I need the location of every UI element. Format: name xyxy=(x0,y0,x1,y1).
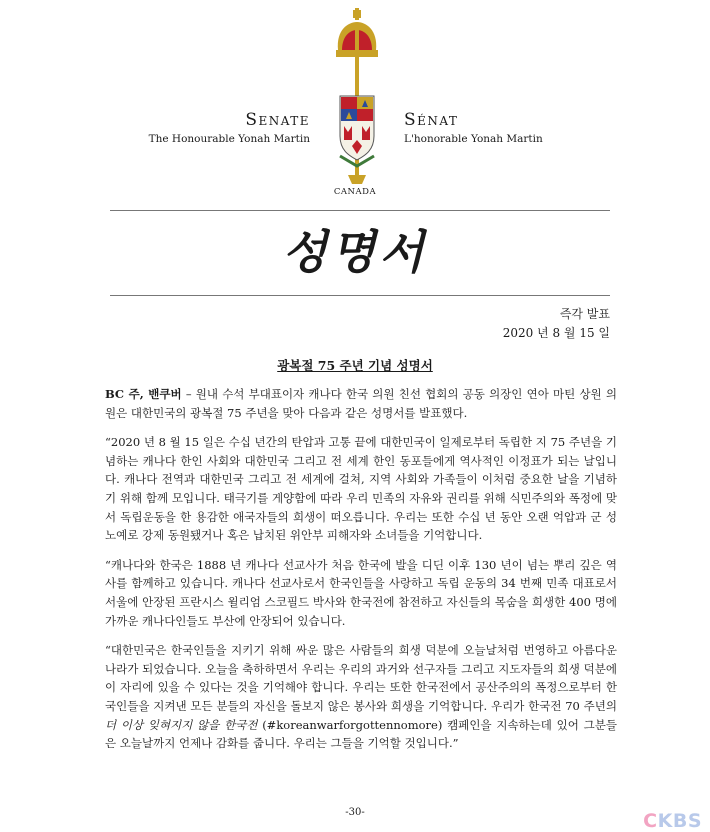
dateline: BC 주, 밴쿠버 xyxy=(105,387,182,401)
campaign-name: 더 이상 잊혀지지 않을 한국전 xyxy=(105,717,258,732)
watermark-c: C xyxy=(643,810,658,832)
paragraph-4-text-b: (#koreanwarforgottennomore) 캠페인을 지속하는데 있어 그분들은 오늘날까지 언제나 감화를 줍니다. 우리는 그들을 기억할 것입니다.” xyxy=(105,717,617,751)
senator-name-en: The Honourable Yonah Martin xyxy=(148,133,310,145)
title-divider xyxy=(110,295,610,296)
statement-body xyxy=(105,385,617,764)
country-label: CANADA xyxy=(333,187,377,197)
statement-heading: 광복절 75 주년 기념 성명서 xyxy=(277,358,433,373)
page-number: -30- xyxy=(345,807,365,818)
paragraph-1-text: – 원내 수석 부대표이자 캐나다 한국 의원 친선 협회의 공동 의장인 연아 마틴 상원 의원은 대한민국의 광복절 75 주년을 맞아 다음과 같은 성명서를 발표했다. xyxy=(105,387,617,420)
release-note: 즉각 발표 xyxy=(559,307,610,321)
senate-en-label: Senate xyxy=(245,110,310,130)
document-title: 성명서 xyxy=(282,225,428,279)
crown-icon xyxy=(336,8,378,57)
paragraph-3: “캐나다와 한국은 1888 년 캐나다 선교사가 처음 한국에 발을 디딘 이후 130 년이 넘는 뿌리 깊은 역사를 함께하고 있습니다. 캐나다 선교사로서 한국인들을 사랑하고 독립 운동의 34 번째 민족 대표로서 서울에 안장된 프란시스 윌리엄 스코필드 박사와 한국전에 참전하고 자신들의 목숨을 희생한 400 명에 가까운 캐나다인들도 부산에 안장되어 있습니다. xyxy=(105,557,617,628)
kbs-watermark-logo xyxy=(643,810,702,832)
release-date: 2020 년 8 월 15 일 xyxy=(502,326,610,340)
paragraph-1 xyxy=(105,385,617,422)
paragraph-4 xyxy=(105,641,617,753)
coat-of-arms-shield xyxy=(340,96,374,166)
senate-crest-logo xyxy=(318,6,396,196)
paragraph-2: “2020 년 8 월 15 일은 수십 년간의 탄압과 고통 끝에 대한민국이 일제로부터 독립한 지 75 주년을 기념하는 캐나다 한인 사회와 대한민국 그리고 전 세계 한인 동포들에게 역사적인 이정표가 되는 날입니다. 캐나다 전역과 대한민국 그리고 전 세계에 걸쳐, 지역 사회와 가족들이 이처럼 중요한 날을 기념하기 위해 함께 모입니다. 태극기를 게양함에 따라 우리 민족의 자유와 권리를 위해 식민주의와 폭정에 맞서 독립운동을 한 용감한 애국자들의 희생이 떠오릅니다. 우리는 또한 수십 년 동안 오랜 억압과 군 성 노예로 강제 동원됐거나 혹은 납치된 위안부 피해자와 소녀들을 기억합니다. xyxy=(105,435,617,543)
senate-fr-label: Sénat xyxy=(404,110,459,130)
watermark-kbs: KBS xyxy=(657,810,702,832)
top-divider xyxy=(110,210,610,211)
paragraph-4-text-a: “대한민국은 한국인들을 지키기 위해 싸운 많은 사람들의 희생 덕분에 오늘날처럼 번영하고 아름다운 나라가 되었습니다. 오늘을 축하하면서 우리는 우리의 과거와 선구자들 그리고 지도자들의 희생 덕분에 이 자리에 있을 수 있다는 것을 기억해야 합니다. 우리는 또한 한국전에서 공산주의의 폭정으로부터 한국인들을 지켜낸 모든 분들의 자신을 돌보지 않은 봉사와 희생을 기억합니다. 우리가 한국전 70 주년의 xyxy=(105,643,617,713)
senator-name-fr: L'honorable Yonah Martin xyxy=(404,133,543,145)
